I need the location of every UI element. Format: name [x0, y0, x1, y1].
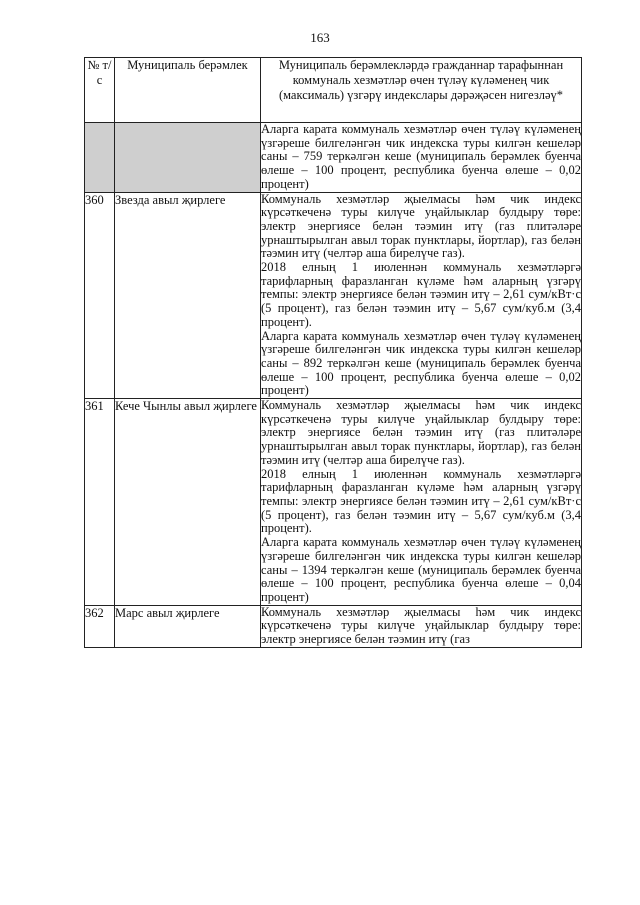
- row-num: 361: [85, 399, 115, 606]
- row-num: 362: [85, 605, 115, 647]
- municipality-table: [84, 57, 582, 648]
- row-name: Звезда авыл җирлеге: [115, 192, 261, 399]
- continuation-num-cell: [85, 123, 115, 193]
- paragraph: Аларга карата коммуналь хезмәтләр өчен түләү күләменең үзгәреше билгеләнгән чик индекска туры килгән кешеләр саны – 1394 теркәлгән кеше (муниципаль берәмлек буенча өлеше – 100 процент, республика буенча өлеше – 0,04 процент): [261, 535, 581, 604]
- paragraph: Коммуналь хезмәтләр җыелмасы һәм чик индекс күрсәткеченә туры килүче уңайлыклар булдыру төре: электр энергиясе белән тәэмин итү (газ: [261, 604, 581, 647]
- row-description: [261, 605, 582, 647]
- paragraph: Аларга карата коммуналь хезмәтләр өчен түләү күләменең үзгәреше билгеләнгән чик индекска туры килгән кешеләр саны – 892 теркәлгән кеше (муниципаль берәмлек буенча өлеше – 100 процент, республика буенча өлеше – 0,02 процент): [261, 328, 581, 398]
- paragraph: 2018 елның 1 июленнән коммуналь хезмәтләргә тарифларның фаразланган күләме һәм аларның үзгәрү темпы: электр энергиясе белән тәэмин итү – 2,61 сум/кВт·с (5 процент), газ белән тәэмин итү – 5,67 сум/куб.м (3,4 процент).: [261, 260, 581, 329]
- row-description: [261, 192, 582, 399]
- table-row: [85, 192, 582, 399]
- continuation-text: Аларга карата коммуналь хезмәтләр өчен түләү күләменең үзгәреше билгеләнгән чик индекска туры килгән кешеләр саны – 759 теркәлгән кеше (муниципаль берәмлек буенча өлеше – 100 процент, республика буенча өлеше – 0,02 процент): [261, 122, 581, 191]
- header-description: Муниципаль берәмлекләрдә гражданнар тарафыннан коммуналь хезмәтләр өчен түләү күләменең чик (максималь) үзгәрү индекслары дәрәҗәсен нигезләү*: [261, 58, 582, 123]
- header-municipality: Муниципаль берәмлек: [115, 58, 261, 123]
- table-row: [85, 399, 582, 606]
- row-description: [261, 399, 582, 606]
- table-row: [85, 605, 582, 647]
- row-name: Марс авыл җирлеге: [115, 605, 261, 647]
- continuation-name-cell: [115, 123, 261, 193]
- paragraph: Коммуналь хезмәтләр җыелмасы һәм чик индекс күрсәткеченә туры килүче уңайлыклар булдыру төре: электр энергиясе белән тәэмин итү (газ плитәләре урнаштырылган авыл торак пунктлары, йортлар), газ белән тәэмин итү (челтәр аша бирелүче газ).: [261, 191, 581, 261]
- page-number: 163: [310, 30, 330, 45]
- paragraph: 2018 елның 1 июленнән коммуналь хезмәтләргә тарифларның фаразланган күләме һәм аларның үзгәрү темпы: электр энергиясе белән тәэмин итү – 2,61 сум/кВт·с (5 процент), газ белән тәэмин итү – 5,67 сум/куб.м (3,4 процент).: [261, 466, 581, 536]
- paragraph: Коммуналь хезмәтләр җыелмасы һәм чик индекс күрсәткеченә туры килүче уңайлыклар булдыру төре: электр энергиясе белән тәэмин итү (газ плитәләре урнаштырылган авыл торак пунктлары, йортлар), газ белән тәэмин итү (челтәр аша бирелүче газ).: [261, 398, 581, 467]
- row-name: Кече Чынлы авыл җирлеге: [115, 399, 261, 606]
- header-num: № т/с: [85, 58, 115, 123]
- row-num: 360: [85, 192, 115, 399]
- table-header-row: [85, 58, 582, 123]
- continuation-row: [85, 123, 582, 193]
